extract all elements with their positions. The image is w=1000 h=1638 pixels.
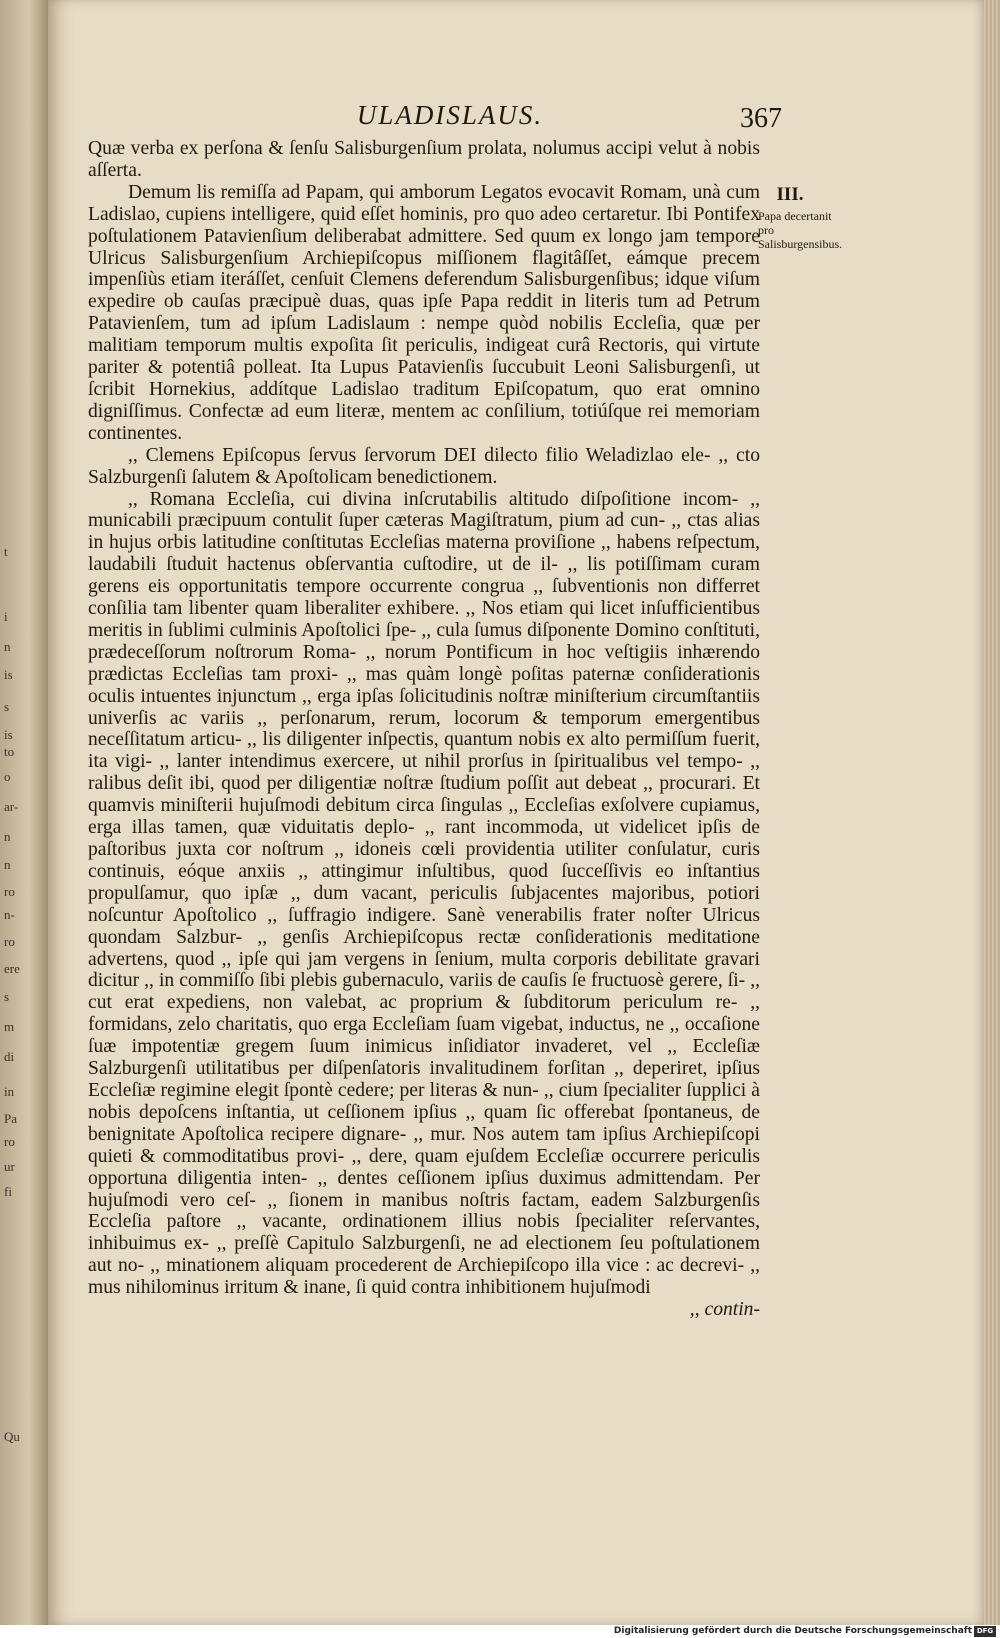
facing-page-fragment: s — [4, 989, 10, 1004]
section-number: III. — [776, 184, 804, 205]
facing-page-fragment: n — [4, 639, 11, 654]
paragraph-salutation: ,, Clemens Epiſcopus ſervus ſervorum DEI dilecto filio Weladizlao ele- ,, cto Salzburgenſi ſalutem & Apoſtolicam benedictionem. — [88, 444, 760, 488]
facing-page-fragment: Qu — [4, 1429, 20, 1444]
margin-note — [758, 183, 848, 251]
facing-page-fragment: t — [4, 544, 8, 559]
facing-page-fragment: di — [4, 1049, 15, 1064]
facing-page-fragment: n — [4, 829, 11, 844]
facing-page-fragment: ur — [4, 1159, 15, 1174]
facing-page-fragment: s — [4, 699, 10, 714]
book-page — [48, 0, 984, 1625]
facing-page-fragment: n- — [4, 907, 15, 922]
body-text — [88, 138, 760, 1321]
footer-bar — [0, 1625, 1000, 1638]
facing-page-fragment: o — [4, 769, 11, 784]
facing-page-fragment: ro — [4, 934, 15, 949]
paragraph-intro: Quæ verba ex perſona & ſenſu Salisburgenſium prolata, nolumus accipi velut à nobis aſſerta. — [88, 138, 760, 181]
facing-page-fragment: n — [4, 857, 11, 872]
facing-page-fragment: i — [4, 609, 8, 624]
paragraph-letter: ,, Romana Eccleſia, cui divina inſcrutabilis altitudo diſpoſitione incom- ,, municabili præcipuum contulit ſuper cæteras Magiſtratum, pium ad cun- ,, ctas alias in hujus orbis latitudine conſtitutas Eccleſias materna proviſione ,, habens reſpectum, laudabili ſtuduit hactenus obſervantia cuſtodire, ut de il- ,, lis potiſſimam curam gerens eis opportunitatis tempore occurrente congrua ,, ſubventionis non differret conſilia tam libenter quam liberaliter exhibere. ,, Nos etiam qui licet inſufficientibus meritis in ſublimi culminis Apoſtolici ſpe- ,, cula ſumus diſponente Domino conſtituti, prædeceſſorum noſtrorum Roma- ,, norum Pontificum in hoc veſtigiis inhærendo prædictas Eccleſias tam proxi- ,, mas quàm longè poſitas paternæ conſiderationis oculis intuentes injunctum ,, erga ipſas ſolicitudinis noſtræ miniſterium circumſtantiis univerſis ac variis ,, perſonarum, rerum, locorum & temporum emergentibus neceſſitatum articu- ,, lis diligenter inſpectis, quantum nobis ex alto permiſſum fuerit, ita vigi- ,, lanter intendimus exercere, ut nihil prorſus in ſpiritualibus vel tempo- ,, ralibus deſit ibi, quod per diligentiæ noſtræ ſtudium poſſit aut debeat ,, procurari. Et quamvis miniſterii hujuſmodi debitum circa ſingulas ,, Eccleſias exſolvere cupiamus, erga illas tamen, quæ viduitatis deplo- ,, rant incommoda, ut videlicet ipſis de paſtoribus juxta cor noſtrum ,, idoneis cœli providentia utiliter conſulatur, curis continuis, eóque anxiis ,, attingimur inſultibus, quod ſucceſſivis eo inſtantius propulſamur, quo ipſæ ,, dum vacant, periculis ſubjacentes majoribus, potiori noſcuntur Apoſtolico ,, ſuffragio indigere. Sanè venerabilis frater noſter Ulricus quondam Salzbur- ,, genſis Archiepiſcopus rectæ conſiderationis meditatione advertens, quod ,, ipſe qui jam vergens in ſenium, multa corporis debilitate gravari dicitur ,, in commiſſo ſibi plebis gubernaculo, variis de cauſis ſe fructuosè gerere, ſi- ,, cut erat expediens, non valebat, ac proprium & ſubditorum periculum re- ,, formidans, zelo charitatis, quo erga Eccleſiam ſuam vigebat, inductus, ne ,, occaſione ſuæ impotentiæ gregem ſuum inimicus inſidiator invaderet, vel ,, Eccleſiæ Salzburgenſi utilitatibus per diſpenſatoris invalitudinem forſitan ,, deperiret, ipſius Eccleſiæ regimine elegit ſpontè cedere; per literas & nun- ,, cium ſpecialiter ſupplici à nobis depoſcens inſtantia, ut ceſſionem ipſius ,, quam ſic offerebat ſpontaneus, de benignitate Apoſtolica recipere dignare- ,, mur. Nos autem tam ipſius Archiepiſcopi quieti & commoditatibus provi- ,, dere, quam ejuſdem Eccleſiæ occurrere periculis opportuna diligentia inten- ,, dentes ceſſionem ipſius duximus admittendam. Per hujuſmodi vero ceſ- ,, ſionem in manibus noſtris factam, eadem Salzburgenſis Eccleſia paſtore ,, vacante, ordinationem illius nobis ſpecialiter reſervantes, inhibuimus ex- ,, preſſè Capitulo Salzburgenſi, ne ad electionem ſeu poſtulationem aut no- ,, minationem aliquam procederent de Archiepiſcopo illa vice : ac decrevi- ,, mus nihilominus irritum & inane, ſi quid contra inhibitionem hujuſmodi — [88, 488, 760, 1299]
facing-page-fragment: in — [4, 1084, 15, 1099]
facing-page-fragment: ro — [4, 1134, 15, 1149]
facing-page-fragment: ere — [4, 961, 20, 976]
page-stack-edge — [984, 0, 1000, 1625]
facing-page-fragment: Pa — [4, 1111, 17, 1126]
facing-page-edge — [0, 0, 48, 1625]
facing-page-fragment: ar- — [4, 799, 19, 814]
footer-credit: Digitalisierung gefördert durch die Deutsche Forschungsgemeinschaft — [613, 1626, 972, 1636]
margin-summary: Papa decertanit pro Salisburgensibus. — [758, 209, 843, 251]
facing-page-fragment: fi — [4, 1184, 12, 1199]
paragraph-narrative: Demum lis remiſſa ad Papam, qui amborum Legatos evocavit Romam, unà cum Ladislao, cupiens intelligere, quid eſſet hominis, pro quo adeo certaretur. Ibi Pontifex poſtulationem Patavienſium deliberabat admittere. Sed quum ex longo jam tempore Ulricus Salisburgenſium Archiepiſcopus miſſionem flagitâſſet, eámque precem impenſiùs etiam iteráſſet, cenſuit Clemens deferendum Salisburgenſibus; idque viſum expedire ob cauſas præcipuè duas, quas ipſe Papa reddit in literis tum ad Petrum Patavienſem, tum ad ipſum Ladislaum : nempe quòd nobilis Eccleſia, quæ per malitiam temporum multis expoſita ſit periculis, indigeat curâ Rectoris, qui virtute pariter & potentiâ polleat. Ita Lupus Patavienſis ſuccubuit Leoni Salisburgenſi, ut ſcribit Hornekius, addítque Ladislao traditum Epiſcopatum, quo erat omnino digniſſimus. Confectæ ad eum literæ, mentem ac conſilium, totiúſque rei memoriam continentes. — [88, 181, 760, 444]
dfg-logo: DFG — [974, 1626, 996, 1637]
facing-page-fragment: is — [4, 727, 13, 742]
facing-page-fragment: m — [4, 1019, 15, 1034]
facing-page-fragment: is — [4, 667, 13, 682]
running-head: ULADISLAUS. — [356, 100, 544, 130]
facing-page-fragment: ro — [4, 884, 15, 899]
catchword: ,, contin- — [689, 1299, 760, 1321]
page-number: 367 — [740, 103, 782, 134]
facing-page-fragment: to — [4, 744, 15, 759]
